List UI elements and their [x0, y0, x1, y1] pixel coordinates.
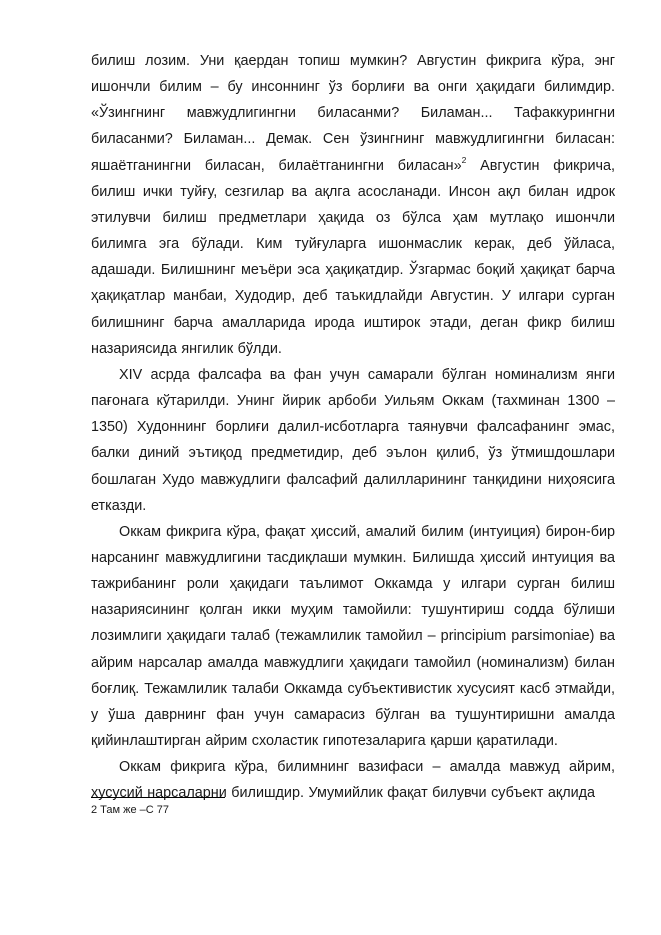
footnote-reference: 2 [461, 154, 467, 165]
footnote-separator [91, 797, 225, 798]
footnote: 2 Там же –С 77 [91, 804, 170, 816]
paragraph-2: XIV асрда фалсафа ва фан учун самарали бўлган номинализм янги пағонага кўтарилди. Унинг йирик арбоби Уильям Оккам (тахминан 1300 – 1350) Худоннинг борлиғи далил-исботларга таянувчи фалсафанинг эмас, балки диний эътиқод предметидир, деб эълон қилиб, ўз ўтмишдошлари бошлаган Худо мавжудлиги фалсафий далилларининг танқидини ниҳоясига етказди. [91, 366, 615, 514]
paragraph-3: Оккам фикрига кўра, фақат ҳиссий, амалий билим (интуиция) бирон-бир нарсанинг мавжудлигини тасдиқлаши мумкин. Билишда ҳиссий интуиция ва тажрибанинг роли ҳақидаги таълимот Оккамда у илгари сурган билиш назариясининг қолган икки муҳим тамойили: тушунтириш содда бўлиши лозимлиги ҳақидаги талаб (тежамлилик тамойил – principium parsimoniae) ва айрим нарсалар амалда мавжудлиги ҳақидаги тамойил (номинализм) билан боғлиқ. Тежамлилик талаби Оккамда субъективистик хусусият касб этмайди, у ўша даврнинг фан учун самарасиз бўлган ва тушунтиришни амалда қийинлаштирган айрим схоластик гипотезаларига қарши қаратилади. [91, 523, 615, 750]
paragraph-1-text: билиш лозим. Уни қаердан топиш мумкин? Августин фикрига кўра, энг ишончли билим – бу инсоннинг ўз борлиғи ва онги ҳақидаги билимдир. «Ўзингнинг мавжудлигингни биласанми? Биламан... Тафаккурингни биласанми? Биламан... Демак. Сен ўзингнинг мавжудлигингни биласан: яшаётганингни биласан, билаётганингни биласан» [91, 53, 615, 174]
paragraph-1 [91, 48, 615, 362]
paragraph-4: Оккам фикрига кўра, билимнинг вазифаси – амалда мавжуд айрим, хусусий нарсаларни билишдир. Умумийлик фақат билувчи субъект ақлида [91, 759, 615, 802]
document-body [91, 48, 615, 807]
paragraph-1-text-continued: Августин фикрича, билиш ички туйғу, сезгилар ва ақлга асосланади. Инсон ақл билан идрок этилувчи билиш предметлари ҳақида оз бўлса ҳам мутлақо ишончли билимга эга бўлади. Ким туйғуларга ишонмаслик керак, деб ўйласа, адашади. Билишнинг меъёри эса ҳақиқатдир. Ўзгармас боқий ҳақиқат барча ҳақиқатлар манбаи, Худодир, деб таъкидлайди Августин. У илгари сурган билишнинг барча амалларида ирода иштирок этади, деган фикр билиш назариясида янгилик бўлди. [91, 157, 615, 357]
